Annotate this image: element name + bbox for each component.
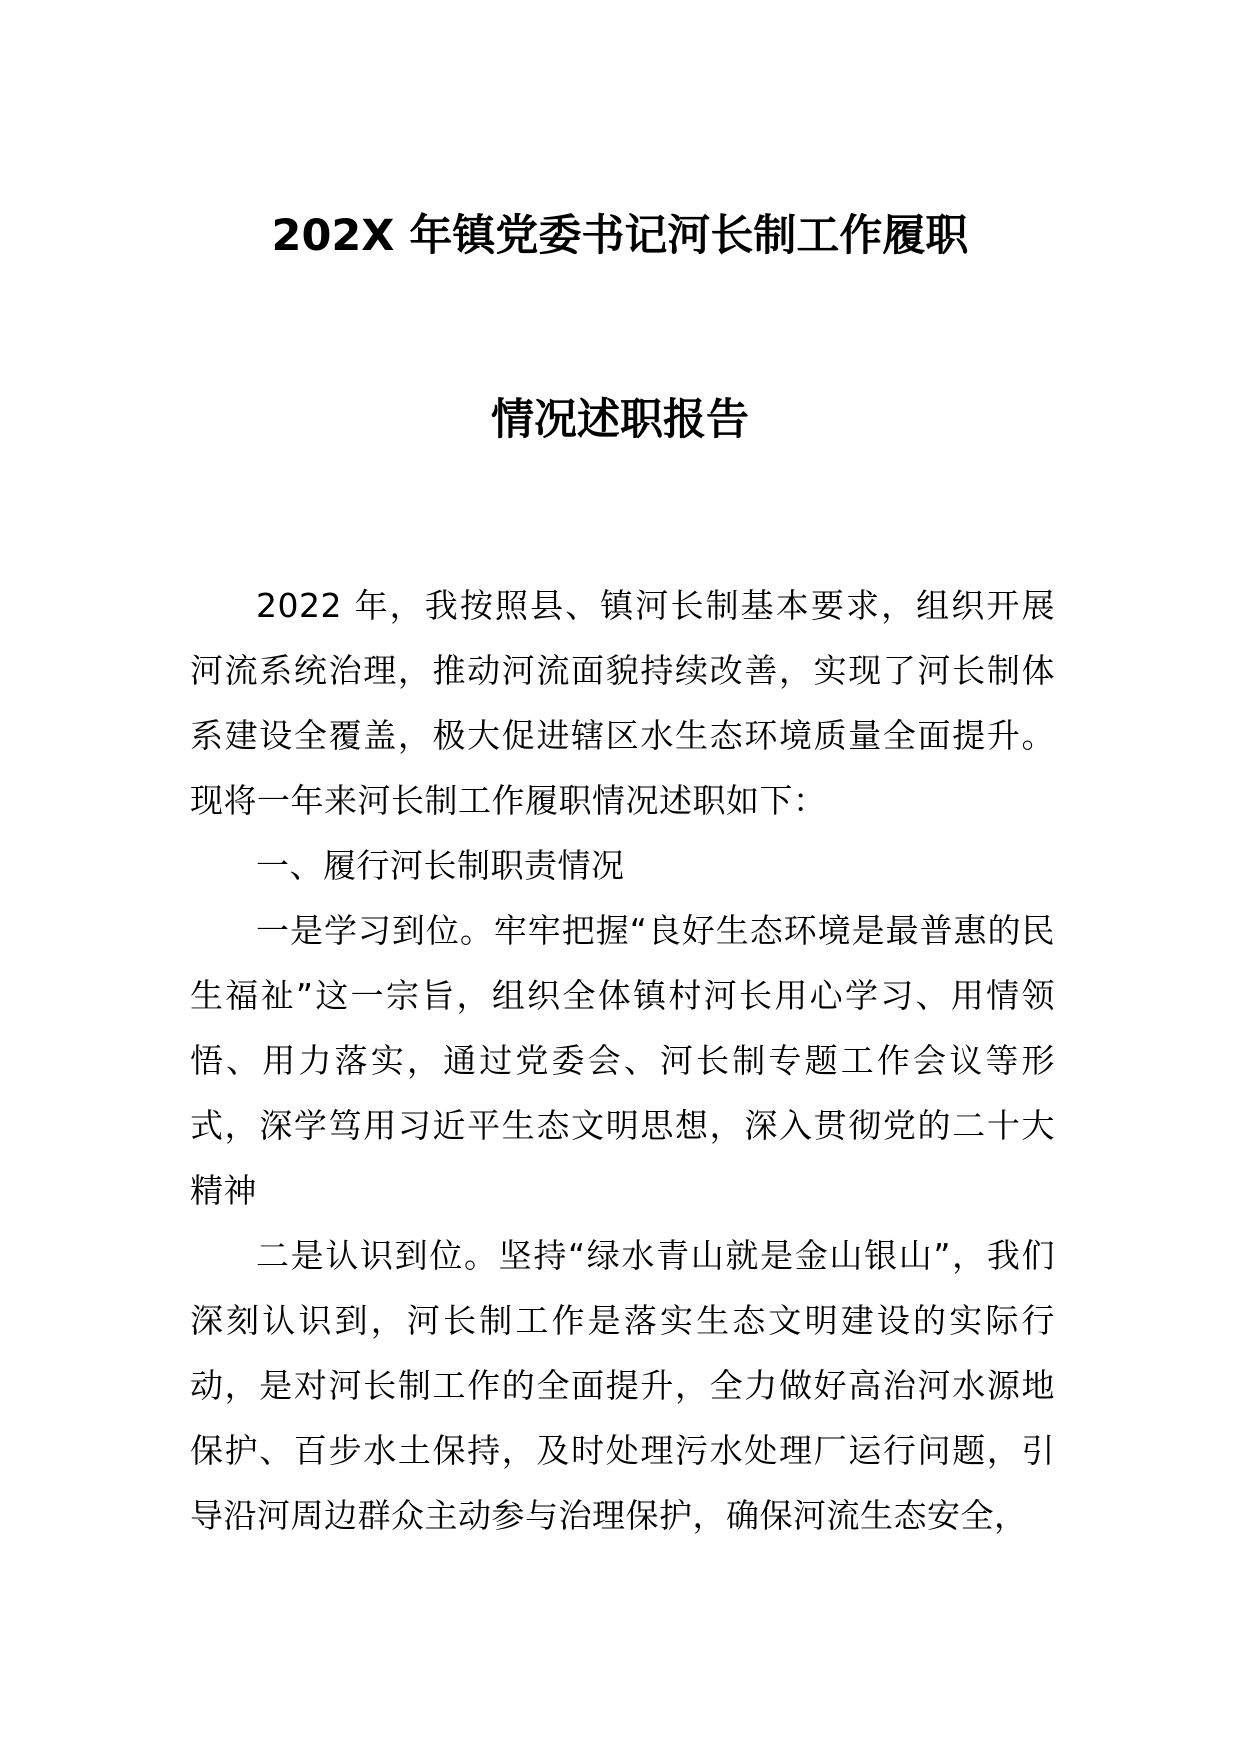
paragraph-study: 一是学习到位。牢牢把握“良好生态环境是最普惠的民生福祉”这一宗旨，组织全体镇村河长用心学习、用情领悟、用力落实，通过党委会、河长制专题工作会议等形式，深学笃用习近平生态文明思想，深入贯彻党的二十大精神: [190, 911, 1055, 1210]
document-body: [190, 573, 1055, 1548]
document-title-line-2: 情况述职报告: [491, 395, 749, 445]
document-title-line-1: 202X 年镇党委书记河长制工作履职: [271, 211, 969, 261]
paragraph-awareness: 二是认识到位。坚持“绿水青山就是金山银山”，我们深刻认识到，河长制工作是落实生态文明建设的实际行动，是对河长制工作的全面提升，全力做好高治河水源地保护、百步水土保持，及时处理污水处理厂运行问题，引导沿河周边群众主动参与治理保护，确保河流生态安全，: [190, 1236, 1055, 1535]
section-heading-1: 一、履行河长制职责情况: [256, 846, 625, 885]
paragraph-intro: 2022 年，我按照县、镇河长制基本要求，组织开展河流系统治理，推动河流面貌持续改善，实现了河长制体系建设全覆盖，极大促进辖区水生态环境质量全面提升。现将一年来河长制工作履职情况述职如下：: [190, 586, 1055, 820]
